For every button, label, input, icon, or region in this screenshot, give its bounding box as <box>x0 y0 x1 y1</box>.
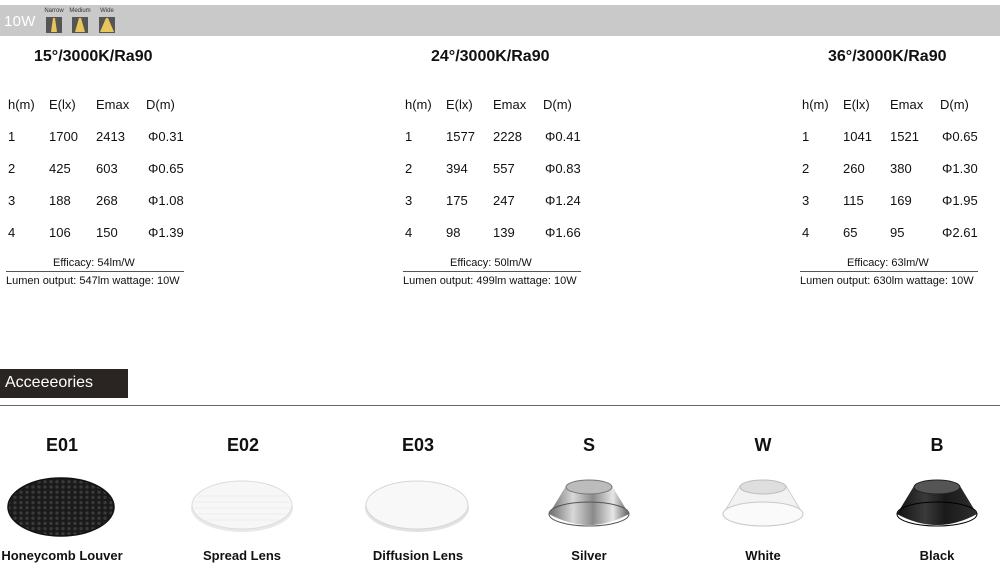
accessory-code: W <box>754 435 772 455</box>
cell-diameter: Φ0.41 <box>545 129 581 144</box>
col-header-illuminance: E(lx) <box>446 97 473 112</box>
accessory-name: Silver <box>571 548 607 563</box>
spread-lens-icon <box>190 474 294 534</box>
table-title: 36°/3000K/Ra90 <box>828 48 947 65</box>
wattage-label: 10W <box>4 13 36 30</box>
silver-reflector-icon <box>546 474 632 536</box>
efficacy-text: Efficacy: 50lm/W <box>450 257 532 269</box>
accessories-heading-label: Acceeeories <box>5 374 94 391</box>
table-title: 15°/3000K/Ra90 <box>34 48 153 65</box>
col-header-diameter: D(m) <box>940 97 969 112</box>
beam-option-label: Medium <box>69 8 91 14</box>
cell-height: 3 <box>802 193 810 208</box>
accessory-code: E01 <box>45 435 79 455</box>
table-divider <box>800 271 978 272</box>
cell-emax: 268 <box>96 193 118 208</box>
accessory-code: B <box>930 435 944 455</box>
medium-beam-icon <box>72 17 88 33</box>
cell-emax: 95 <box>890 225 905 240</box>
col-header-height: h(m) <box>405 97 432 112</box>
cell-illuminance: 98 <box>446 225 461 240</box>
cell-diameter: Φ1.08 <box>148 193 184 208</box>
cell-diameter: Φ0.65 <box>942 129 978 144</box>
cell-height: 4 <box>802 225 810 240</box>
cell-diameter: Φ0.65 <box>148 161 184 176</box>
cell-height: 1 <box>8 129 16 144</box>
accessory-name: Black <box>919 548 955 563</box>
lumen-output-text: Lumen output: 499lm wattage: 10W <box>403 275 577 287</box>
cell-emax: 150 <box>96 225 118 240</box>
col-header-illuminance: E(lx) <box>49 97 76 112</box>
accessory-name: Honeycomb Louver <box>1 548 123 563</box>
lumen-output-text: Lumen output: 547lm wattage: 10W <box>6 275 180 287</box>
table-divider <box>6 271 184 272</box>
cell-emax: 169 <box>890 193 912 208</box>
accessory-code: E02 <box>226 435 260 455</box>
accessory-code: E03 <box>401 435 435 455</box>
beam-option-label: Narrow <box>44 8 64 14</box>
cell-illuminance: 106 <box>49 225 71 240</box>
cell-illuminance: 394 <box>446 161 468 176</box>
accessory-name: Spread Lens <box>202 548 282 563</box>
cell-height: 1 <box>405 129 413 144</box>
narrow-beam-icon <box>46 17 62 33</box>
cell-height: 4 <box>405 225 413 240</box>
accessories-heading <box>0 369 128 398</box>
wattage-bar <box>0 5 1000 36</box>
cell-illuminance: 260 <box>843 161 865 176</box>
col-header-height: h(m) <box>8 97 35 112</box>
wide-beam-icon <box>99 17 115 33</box>
efficacy-text: Efficacy: 54lm/W <box>53 257 135 269</box>
honeycomb-louver-icon <box>6 474 116 538</box>
cell-height: 3 <box>405 193 413 208</box>
cell-diameter: Φ0.83 <box>545 161 581 176</box>
col-header-diameter: D(m) <box>543 97 572 112</box>
accessory-name: White <box>745 548 781 563</box>
cell-emax: 139 <box>493 225 515 240</box>
cell-emax: 2228 <box>493 129 522 144</box>
accessories-divider <box>0 405 1000 406</box>
cell-illuminance: 65 <box>843 225 858 240</box>
cell-illuminance: 1041 <box>843 129 872 144</box>
beam-option-label: Wide <box>100 8 114 14</box>
diffusion-lens-icon <box>364 474 470 534</box>
cell-diameter: Φ1.39 <box>148 225 184 240</box>
white-reflector-icon <box>720 474 806 536</box>
cell-illuminance: 115 <box>843 193 864 208</box>
col-header-diameter: D(m) <box>146 97 175 112</box>
cell-height: 2 <box>802 161 810 176</box>
cell-height: 1 <box>802 129 810 144</box>
col-header-emax: Emax <box>96 97 130 112</box>
black-reflector-icon <box>894 474 980 536</box>
cell-illuminance: 175 <box>446 193 468 208</box>
accessory-code: S <box>582 435 595 455</box>
cell-emax: 247 <box>493 193 515 208</box>
cell-diameter: Φ1.30 <box>942 161 978 176</box>
cell-diameter: Φ1.24 <box>545 193 581 208</box>
beam-option-wide <box>89 5 125 36</box>
cell-diameter: Φ0.31 <box>148 129 184 144</box>
cell-illuminance: 188 <box>49 193 71 208</box>
col-header-height: h(m) <box>802 97 829 112</box>
col-header-emax: Emax <box>890 97 924 112</box>
cell-height: 2 <box>8 161 16 176</box>
cell-illuminance: 1700 <box>49 129 78 144</box>
cell-illuminance: 1577 <box>446 129 475 144</box>
cell-emax: 1521 <box>890 129 919 144</box>
cell-emax: 603 <box>96 161 118 176</box>
lumen-output-text: Lumen output: 630lm wattage: 10W <box>800 275 974 287</box>
cell-diameter: Φ2.61 <box>942 225 978 240</box>
col-header-illuminance: E(lx) <box>843 97 870 112</box>
cell-height: 3 <box>8 193 16 208</box>
table-divider <box>403 271 581 272</box>
cell-diameter: Φ1.66 <box>545 225 581 240</box>
cell-height: 4 <box>8 225 16 240</box>
cell-illuminance: 425 <box>49 161 71 176</box>
cell-emax: 557 <box>493 161 515 176</box>
cell-diameter: Φ1.95 <box>942 193 978 208</box>
table-title: 24°/3000K/Ra90 <box>431 48 550 65</box>
cell-height: 2 <box>405 161 413 176</box>
col-header-emax: Emax <box>493 97 527 112</box>
accessory-name: Diffusion Lens <box>372 548 464 563</box>
efficacy-text: Efficacy: 63lm/W <box>847 257 929 269</box>
cell-emax: 380 <box>890 161 912 176</box>
cell-emax: 2413 <box>96 129 125 144</box>
